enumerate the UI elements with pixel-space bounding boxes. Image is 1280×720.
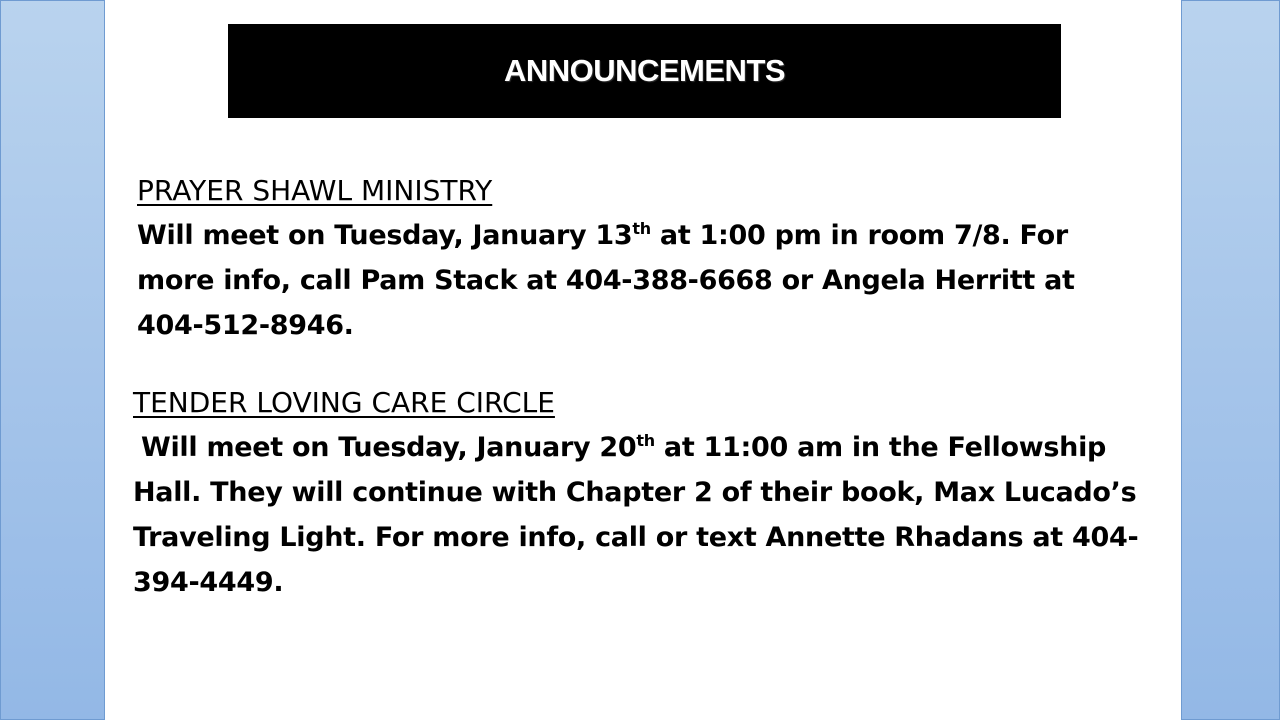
- tlc-circle-heading: TENDER LOVING CARE CIRCLE: [133, 386, 555, 419]
- tlc-circle-line-1a: Will meet on Tuesday, January 20: [141, 432, 637, 463]
- prayer-shawl-line-1a: Will meet on Tuesday, January 13: [137, 220, 633, 251]
- tlc-circle-body: [133, 425, 1173, 605]
- prayer-shawl-announcement: [137, 168, 1147, 348]
- page-title: ANNOUNCEMENTS: [503, 53, 786, 88]
- tlc-circle-line-2: Hall. They will continue with Chapter 2 of their book, Max Lucado’s: [133, 477, 1137, 508]
- left-decorative-band: [0, 0, 105, 720]
- prayer-shawl-line-2: more info, call Pam Stack at 404-388-6668 or Angela Herritt at: [137, 265, 1075, 296]
- prayer-shawl-body: [137, 213, 1147, 348]
- prayer-shawl-line-3: 404-512-8946.: [137, 310, 354, 341]
- tlc-circle-line-3: Traveling Light. For more info, call or text Annette Rhadans at 404-: [133, 522, 1139, 553]
- right-decorative-band: [1181, 0, 1280, 720]
- title-banner: [228, 24, 1061, 118]
- prayer-shawl-heading: PRAYER SHAWL MINISTRY: [137, 174, 493, 207]
- ordinal-suffix: th: [632, 219, 651, 238]
- tlc-circle-announcement: [133, 380, 1173, 605]
- tlc-circle-line-4: 394-4449.: [133, 567, 284, 598]
- ordinal-suffix: th: [636, 431, 655, 450]
- prayer-shawl-line-1: [137, 213, 1147, 258]
- tlc-circle-line-1: [133, 425, 1173, 470]
- prayer-shawl-line-1b: at 1:00 pm in room 7/8. For: [650, 220, 1068, 251]
- tlc-circle-line-1b: at 11:00 am in the Fellowship: [654, 432, 1107, 463]
